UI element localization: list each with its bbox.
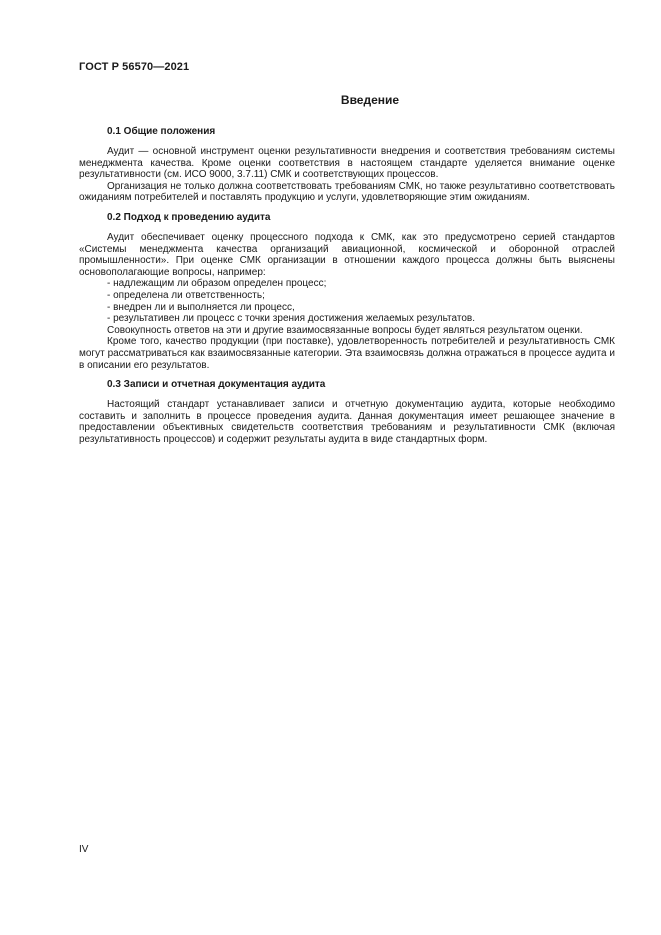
section-heading-0-2: 0.2 Подход к проведению аудита (107, 211, 271, 223)
page-title: Введение (340, 93, 400, 107)
list-item: - результативен ли процесс с точки зрения достижения желаемых результатов. (107, 313, 475, 325)
paragraph: Кроме того, качество продукции (при поставке), удовлетворенность потребителей и результативность СМК могут рассматриваться как взаимосвязанные категории. Эта взаимосвязь должна отражаться в процессе аудита и в описании его результатов. (79, 336, 615, 371)
paragraph: Аудит обеспечивает оценку процессного подхода к СМК, как это предусмотрено серией стандартов «Системы менеджмента качества организаций авиационной, космической и оборонной отраслей промышленности». При оценке СМК организации в отношении каждого процесса должны быть выяснены основополагающие вопросы, например: (79, 231, 615, 278)
page-number: IV (79, 844, 89, 855)
list-item: - внедрен ли и выполняется ли процесс, (107, 301, 295, 313)
document-body (79, 126, 615, 445)
section-heading-0-3: 0.3 Записи и отчетная документация аудита (107, 379, 326, 391)
list-item: - надлежащим ли образом определен процесс; (107, 278, 327, 290)
list-item: - определена ли ответственность; (107, 289, 265, 301)
paragraph: Совокупность ответов на эти и другие взаимосвязанные вопросы будет являться результатом оценки. (107, 324, 583, 336)
document-code: ГОСТ Р 56570—2021 (79, 61, 190, 73)
paragraph: Аудит — основной инструмент оценки результативности внедрения и соответствия требованиям системы менеджмента качества. Кроме оценки соответствия в настоящем стандарте уделяется внимание оценке результативности (см. ИСО 9000, 3.7.11) СМК и соответствующих процессов. (79, 146, 615, 181)
section-heading-0-1: 0.1 Общие положения (107, 126, 216, 137)
paragraph: Настоящий стандарт устанавливает записи и отчетную документацию аудита, которые необходимо составить и заполнить в процессе проведения аудита. Данная документация имеет решающее значение в предоставлении объективных свидетельств соответствия требованиям и результативности СМК (включая результативность процессов) и содержит результаты аудита в виде стандартных форм. (79, 399, 615, 445)
paragraph: Организация не только должна соответствовать требованиям СМК, но также результативно соответствовать ожиданиям потребителей и поставлять продукцию и услуги, удовлетворяющие этим ожиданиям. (79, 180, 615, 204)
